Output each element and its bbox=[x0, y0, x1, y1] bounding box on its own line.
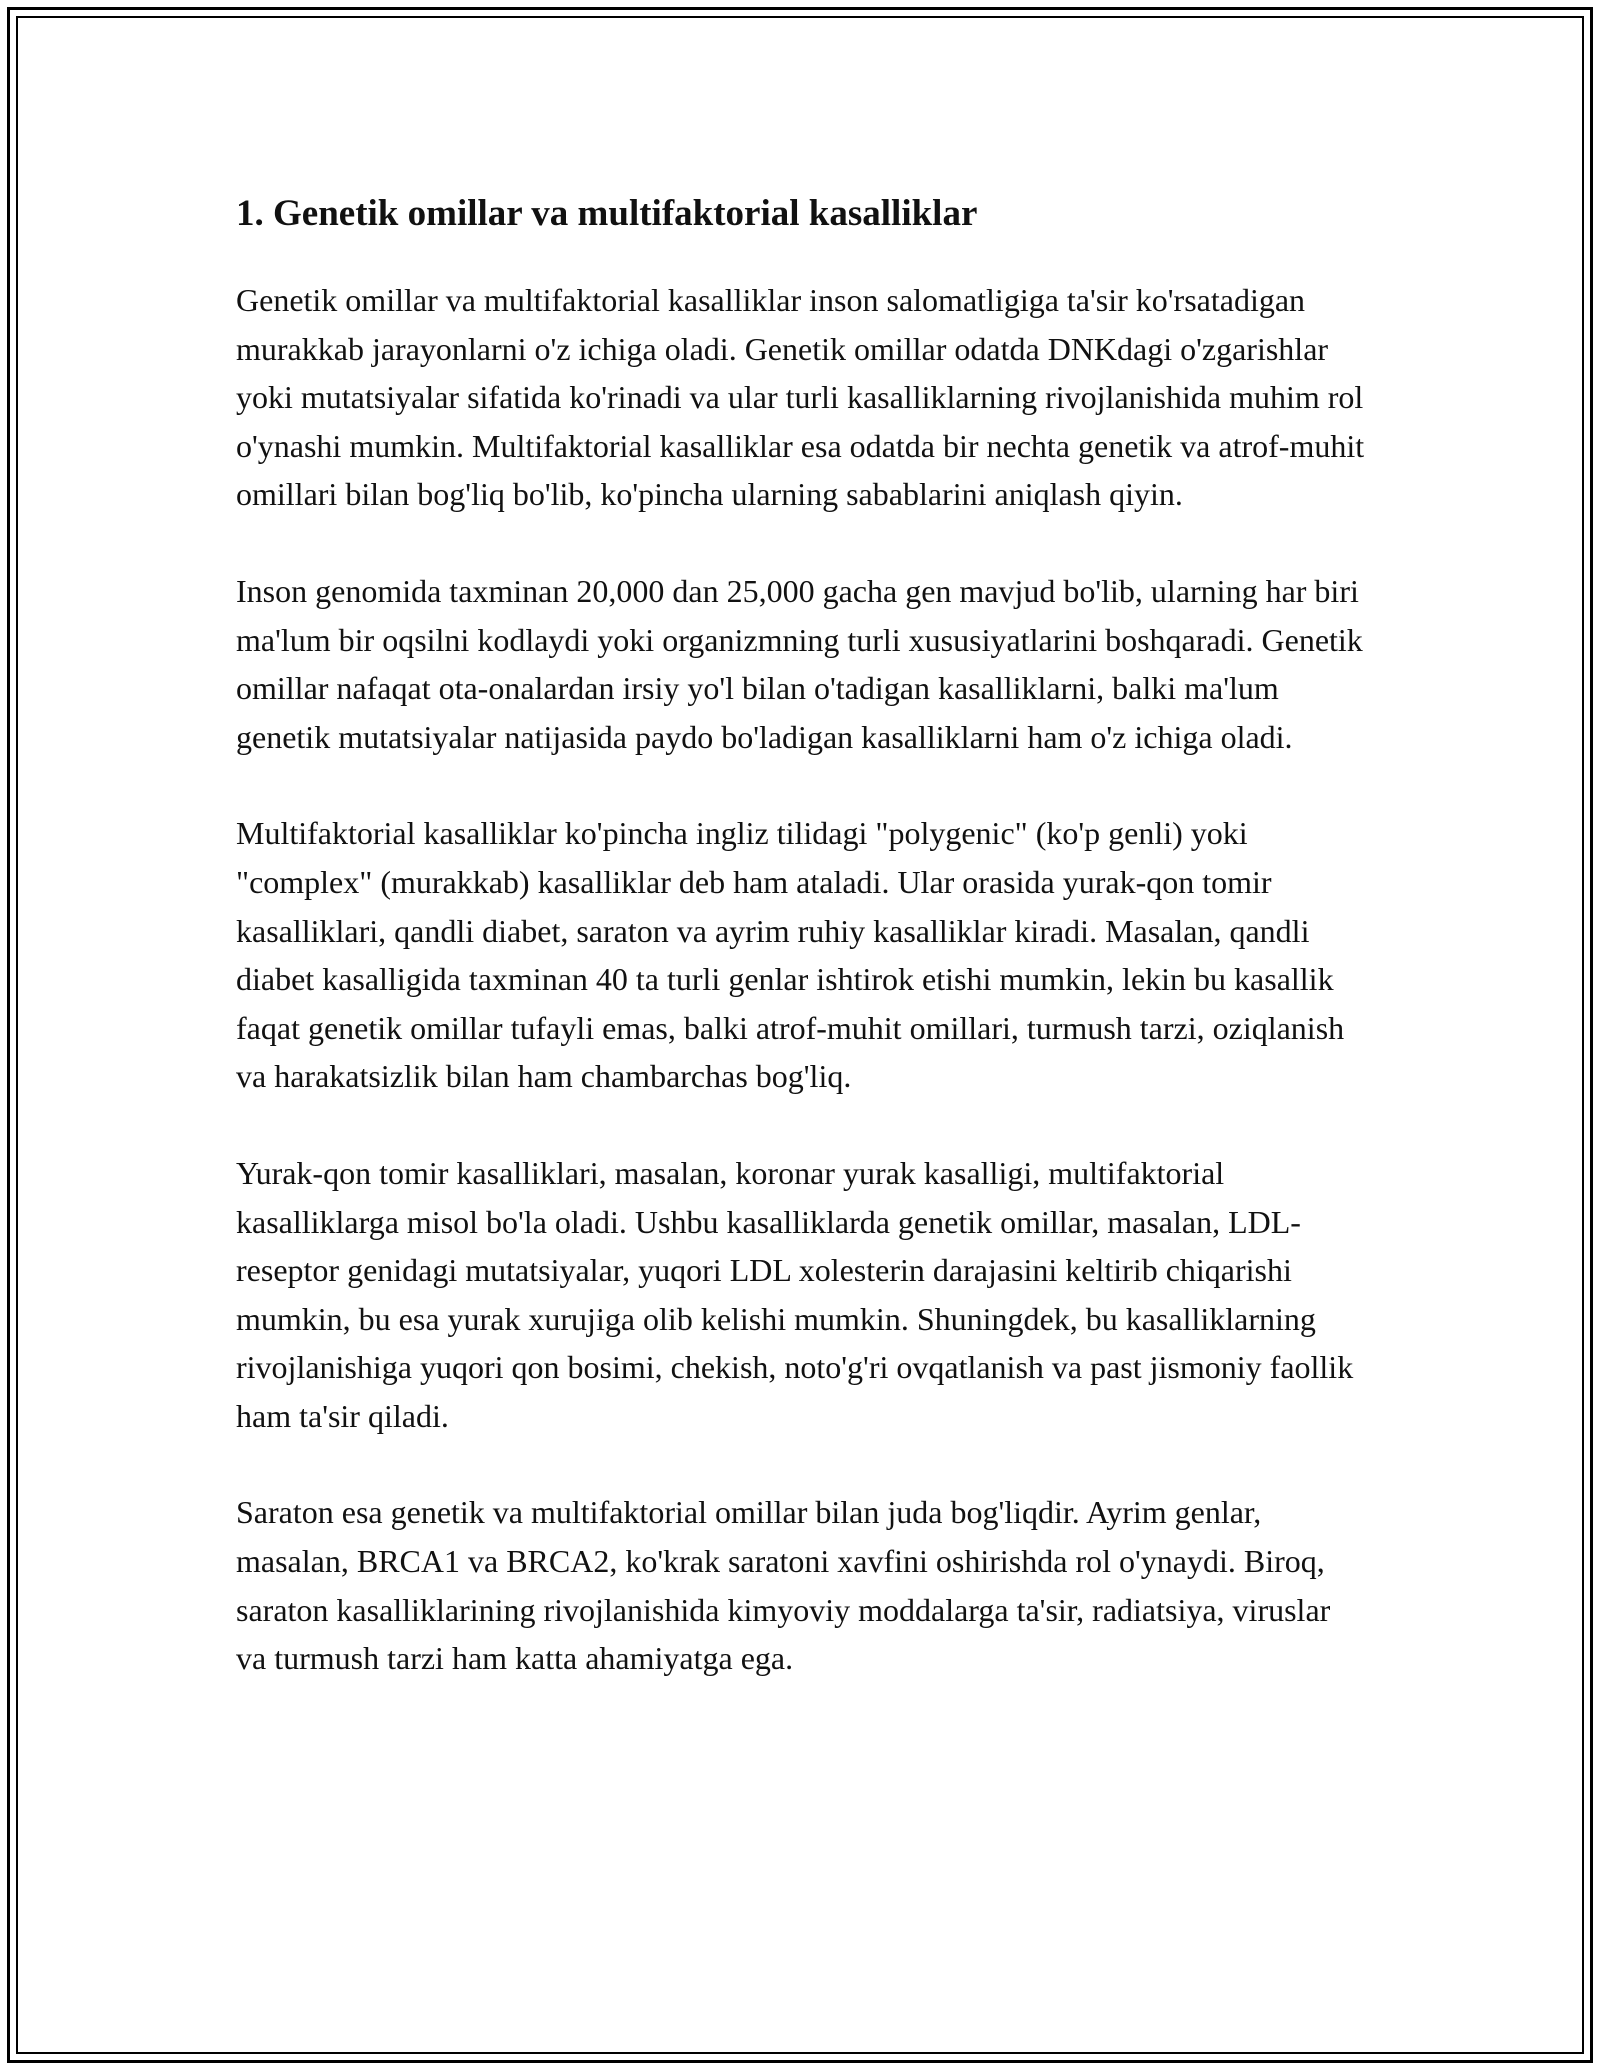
paragraph-4: Yurak-qon tomir kasalliklari, masalan, koronar yurak kasalligi, multifaktorial kasalliklarga misol bo'la oladi. Ushbu kasalliklarda genetik omillar, masalan, LDL-reseptor genidagi mutatsiyalar, yuqori LDL xolesterin darajasini keltirib chiqarishi mumkin, bu esa yurak xurujiga olib kelishi mumkin. Shuningdek, bu kasalliklarning rivojlanishiga yuqori qon bosimi, chekish, noto'g'ri ovqatlanish va past jismoniy faollik ham ta'sir qiladi. bbox=[236, 1154, 1354, 1434]
paragraph-1: Genetik omillar va multifaktorial kasalliklar inson salomatligiga ta'sir ko'rsatadigan murakkab jarayonlarni o'z ichiga oladi. Genetik omillar odatda DNKdagi o'zgarishlar yoki mutatsiyalar sifatida ko'rinadi va ular turli kasalliklarning rivojlanishida muhim rol o'ynashi mumkin. Multifaktorial kasalliklar esa odatda bir nechta genetik va atrof-muhit omillari bilan bog'liq bo'lib, ko'pincha ularning sabablarini aniqlash qiyin. bbox=[236, 282, 1365, 513]
document-body bbox=[236, 188, 1368, 1731]
paragraph-5: Saraton esa genetik va multifaktorial omillar bilan juda bog'liqdir. Ayrim genlar, masalan, BRCA1 va BRCA2, ko'krak saratoni xavfini oshirishda rol o'ynaydi. Biroq, saraton kasalliklarining rivojlanishida kimyoviy moddalarga ta'sir, radiatsiya, viruslar va turmush tarzi ham katta ahamiyatga ega. bbox=[236, 1494, 1331, 1677]
paragraph-2: Inson genomida taxminan 20,000 dan 25,000 gacha gen mavjud bo'lib, ularning har biri ma'lum bir oqsilni kodlaydi yoki organizmning turli xususiyatlarini boshqaradi. Genetik omillar nafaqat ota-onalardan irsiy yo'l bilan o'tadigan kasalliklarni, balki ma'lum genetik mutatsiyalar natijasida paydo bo'ladigan kasalliklarni ham o'z ichiga oladi. bbox=[236, 572, 1363, 755]
paragraph-3: Multifaktorial kasalliklar ko'pincha ingliz tilidagi "polygenic" (ko'p genli) yoki "complex" (murakkab) kasalliklar deb ham ataladi. Ular orasida yurak-qon tomir kasalliklari, qandli diabet, saraton va ayrim ruhiy kasalliklar kiradi. Masalan, qandli diabet kasalligida taxminan 40 ta turli genlar ishtirok etishi mumkin, lekin bu kasallik faqat genetik omillar tufayli emas, balki atrof-muhit omillari, turmush tarzi, oziqlanish va harakatsizlik bilan ham chambarchas bog'liq. bbox=[236, 815, 1345, 1095]
section-heading: 1. Genetik omillar va multifaktorial kasalliklar bbox=[236, 193, 978, 234]
